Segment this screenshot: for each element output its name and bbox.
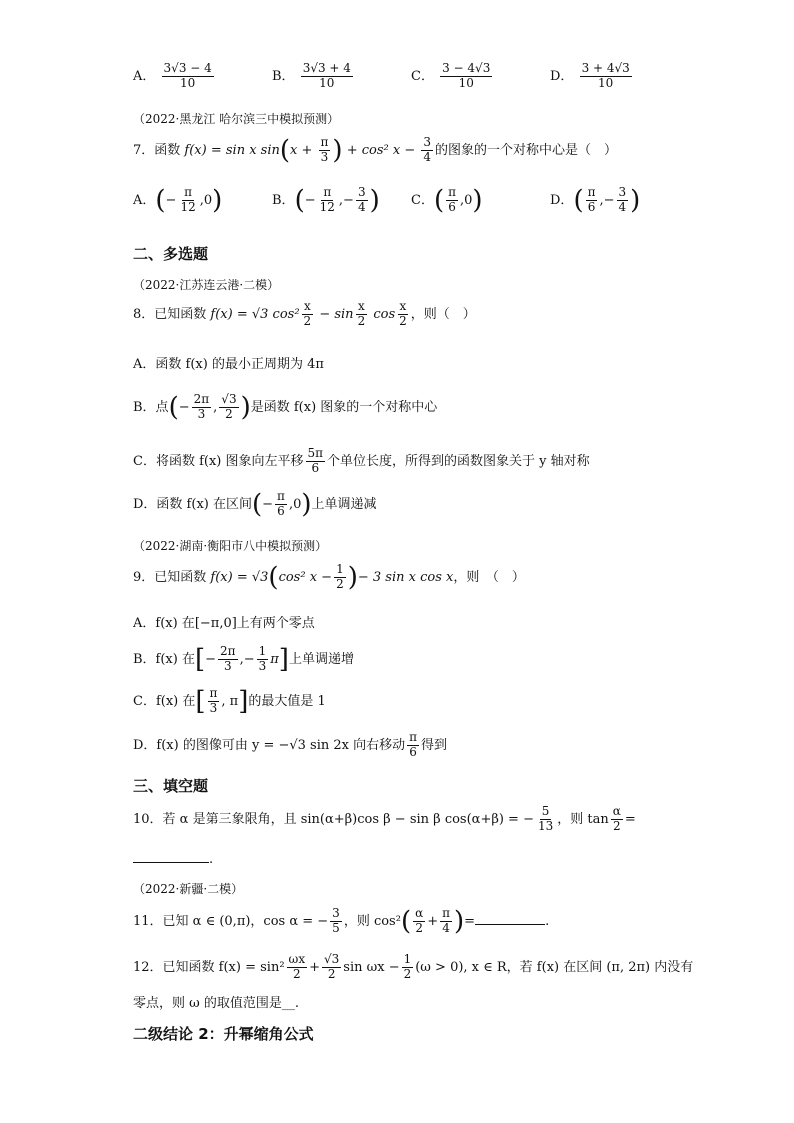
q9-source: （2022·湖南·衡阳市八中模拟预测） bbox=[133, 539, 328, 553]
fraction: $\frac{\pi}{12}$ bbox=[180, 185, 196, 214]
fraction: $\frac{\pi}{3}$ bbox=[209, 686, 218, 715]
q6-option-d: D． $\frac{3 + 4√3}{10}$ bbox=[550, 61, 630, 90]
q8-option-d: D．函数 f(x) 在区间(− $\frac{\pi}{6}$ ,0)上单调递减 bbox=[133, 489, 377, 520]
fraction: $\frac{\pi}{6}$ bbox=[587, 185, 596, 214]
fraction: $\frac{2\pi}{3}$ bbox=[193, 392, 210, 421]
fraction: $\frac{\pi}{6}$ bbox=[448, 185, 456, 214]
q8-source: （2022·江苏连云港·二模） bbox=[133, 278, 280, 292]
q12-stem-line2: 零点，则 ω 的取值范围是__. bbox=[133, 996, 299, 1011]
q8-option-a: A．函数 f(x) 的最小正周期为 4π bbox=[133, 357, 324, 372]
fraction: $\frac{\pi}{12}$ bbox=[319, 185, 335, 214]
fraction: $\frac{\pi}{4}$ bbox=[442, 906, 450, 935]
fraction: $\frac{2\pi}{3}$ bbox=[220, 644, 236, 673]
q6-option-c: C． $\frac{3 - 4√3}{10}$ bbox=[411, 61, 491, 90]
q6-option-a: A． $\frac{3√3 - 4}{10}$ bbox=[133, 61, 212, 90]
fraction: $\frac{\pi}{3}$ bbox=[320, 135, 329, 164]
section-heading: 二、多选题 bbox=[133, 245, 209, 263]
q8-option-c: C．将函数 f(x) 图象向左平移 $\frac{5\pi}{6}$ 个单位长度，所得到的函数图象关于 y 轴对称 bbox=[133, 446, 590, 475]
fraction: $\frac{x}{2}$ bbox=[357, 299, 366, 328]
q11-answer-blank[interactable] bbox=[475, 910, 545, 925]
fraction: $\frac{3}{4}$ bbox=[357, 185, 366, 214]
q9-option-a: A．f(x) 在[−π,0]上有两个零点 bbox=[133, 616, 315, 631]
q9-option-b: B．f(x) 在[− $\frac{2\pi}{3}$ ,− $\frac{1}{3}$ π]上单调递增 bbox=[133, 644, 354, 675]
fraction: $\frac{5}{13}$ bbox=[537, 804, 554, 833]
fraction: $\frac{3√3 + 4}{10}$ bbox=[302, 61, 351, 90]
q7-option-b: B．(− $\frac{\pi}{12}$ ,− $\frac{3}{4}$ ) bbox=[272, 185, 380, 216]
q12-stem: 12．已知函数 f(x) = sin² $\frac{\omega x}{2}$ + $\frac{√3}{2}$ sin ωx − $\frac{1}{2}$ (ω > 0), x ∈ R，若 f(x) 在区间 (π, 2π) 内没有 bbox=[133, 952, 694, 981]
fraction: $\frac{\pi}{6}$ bbox=[409, 730, 418, 759]
fraction: $\frac{3}{4}$ bbox=[618, 185, 627, 214]
fraction: $\frac{\alpha}{2}$ bbox=[612, 804, 621, 833]
q9-stem: 9．已知函数 f(x) = √3(cos² x − $\frac{1}{2}$ )− 3 sin x cos x，则 （ ） bbox=[133, 562, 525, 593]
fraction: $\frac{√3}{2}$ bbox=[221, 392, 237, 421]
section-heading: 三、填空题 bbox=[133, 777, 209, 795]
fraction: $\frac{3 + 4√3}{10}$ bbox=[581, 61, 630, 90]
fraction: $\frac{\alpha}{2}$ bbox=[415, 906, 424, 935]
fraction: $\frac{\pi}{6}$ bbox=[277, 489, 285, 518]
q8-option-b: B．点(− $\frac{2\pi}{3}$ , $\frac{√3}{2}$ )是函数 f(x) 图象的一个对称中心 bbox=[133, 392, 438, 423]
q7-option-c: C．( $\frac{\pi}{6}$ ,0) bbox=[411, 185, 483, 216]
fraction: $\frac{3}{4}$ bbox=[423, 135, 432, 164]
conclusion-heading: 二级结论 2：升幂缩角公式 bbox=[133, 1025, 314, 1043]
fraction: $\frac{3}{5}$ bbox=[332, 906, 340, 935]
fraction: $\frac{3 - 4√3}{10}$ bbox=[442, 61, 491, 90]
fraction: $\frac{\omega x}{2}$ bbox=[288, 952, 306, 981]
fraction: $\frac{1}{2}$ bbox=[336, 562, 344, 591]
q9-option-d: D．f(x) 的图像可由 y = −√3 sin 2x 向右移动 $\frac{\pi}{6}$ 得到 bbox=[133, 730, 448, 759]
fraction: $\frac{√3}{2}$ bbox=[324, 952, 340, 981]
fraction: $\frac{1}{3}$ bbox=[258, 644, 267, 673]
q7-option-d: D．( $\frac{\pi}{6}$ ,− $\frac{3}{4}$ ) bbox=[550, 185, 641, 216]
q11-stem: 11．已知 α ∈ (0,π)，cos α = − $\frac{3}{5}$ ，则 cos²( $\frac{\alpha}{2}$ + $\frac{\pi}{4}$ )= . bbox=[133, 906, 550, 937]
q7-stem: 7．函数 f(x) = sin x sin(x + $\frac{\pi}{3}$ ) + cos² x − $\frac{3}{4}$ 的图象的一个对称中心是（ ） bbox=[133, 135, 618, 166]
q6-option-b: B． $\frac{3√3 + 4}{10}$ bbox=[272, 61, 351, 90]
q8-stem: 8．已知函数 f(x) = √3 cos² $\frac{x}{2}$ − sin $\frac{x}{2}$ cos $\frac{x}{2}$ ，则（ ） bbox=[133, 299, 476, 328]
fraction: $\frac{5\pi}{6}$ bbox=[307, 446, 324, 475]
q7-option-a: A．(− $\frac{\pi}{12}$ ,0) bbox=[133, 185, 223, 216]
fraction: $\frac{x}{2}$ bbox=[399, 299, 407, 328]
q11-source: （2022·新疆·二模） bbox=[133, 882, 244, 896]
fraction: $\frac{3√3 - 4}{10}$ bbox=[163, 61, 212, 90]
fraction: $\frac{1}{2}$ bbox=[403, 952, 412, 981]
fraction: $\frac{x}{2}$ bbox=[303, 299, 312, 328]
q10-stem: 10．若 α 是第三象限角，且 sin(α+β)cos β − sin β cos(α+β) = − $\frac{5}{13}$ ，则 tan $\frac{\alpha}{2}$ = bbox=[133, 804, 636, 833]
q9-option-c: C．f(x) 在[ $\frac{\pi}{3}$ , π]的最大值是 1 bbox=[133, 686, 326, 717]
q7-source: （2022·黑龙江 哈尔滨三中模拟预测） bbox=[133, 112, 340, 126]
q10-answer-blank[interactable]: . bbox=[133, 848, 213, 867]
